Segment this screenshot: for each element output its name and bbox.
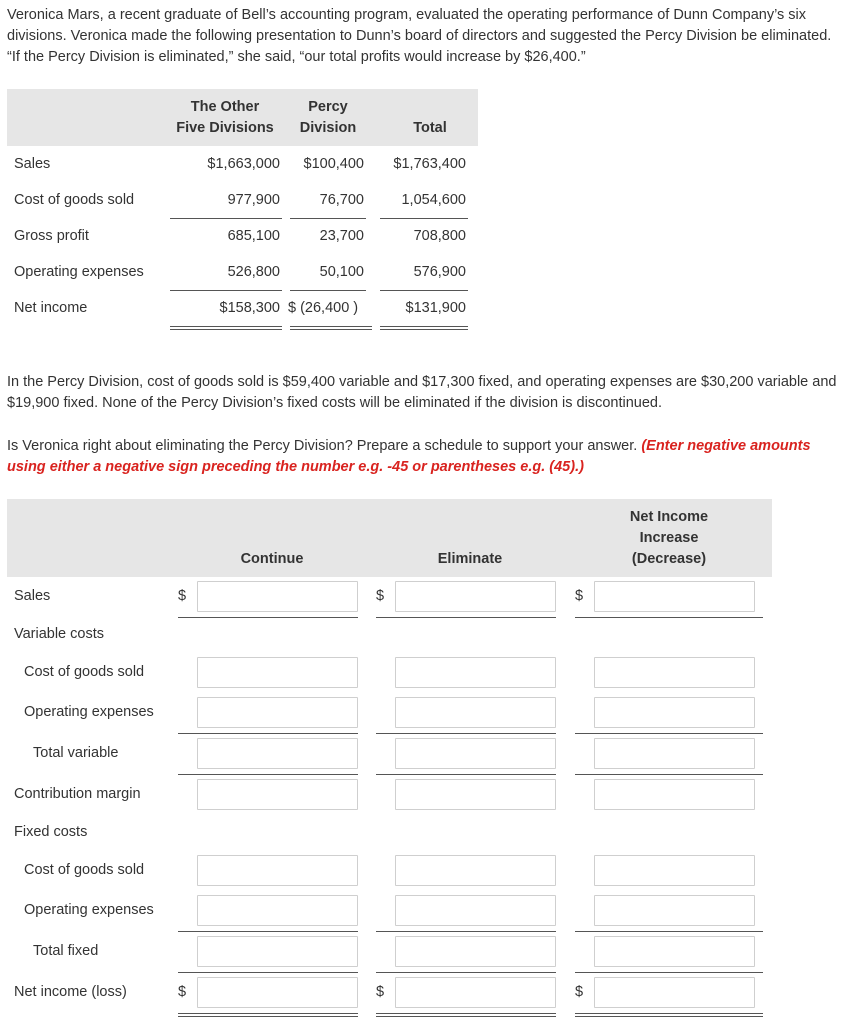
double-rule — [376, 1013, 556, 1017]
rule-divider — [376, 972, 556, 973]
eliminate-var-cogs-input[interactable] — [395, 657, 556, 688]
intro-paragraph: Veronica Mars, a recent graduate of Bell’s accounting program, evaluated the operating performance of Dunn Company’s six divisions. Veronica made the following presentation to Dunn’s board of directors and suggested the Percy Division be eliminated. “If the Percy Division is eliminated,” she said, “our total profits would increase by $26,400.” — [7, 7, 832, 65]
currency-symbol: $ — [575, 588, 584, 604]
rule-divider — [376, 774, 556, 775]
details-paragraph: In the Percy Division, cost of goods sold is $59,400 variable and $17,300 fixed, and operating expenses are $30,200 variable and $19,900 fixed. None of the Percy Division’s fixed costs will be eliminated if the division is discontinued. — [7, 374, 837, 411]
double-rule — [575, 1013, 763, 1017]
continue-sales-input[interactable] — [197, 581, 358, 612]
header-total: Total — [413, 120, 447, 136]
rule-divider — [376, 617, 556, 618]
change-net-income-input[interactable] — [594, 977, 755, 1008]
cell-percy-sales: $100,400 — [303, 156, 364, 172]
rule-divider — [170, 290, 282, 291]
row-label-cogs: Cost of goods sold — [14, 192, 135, 208]
continue-var-cogs-input[interactable] — [197, 657, 358, 688]
rule-divider — [380, 290, 468, 291]
cell-other-opex: 526,800 — [227, 264, 280, 280]
eliminate-net-income-input[interactable] — [395, 977, 556, 1008]
eliminate-sales-input[interactable] — [395, 581, 556, 612]
cell-total-opex: 576,900 — [413, 264, 466, 280]
header-net-income-change: Net Income Increase (Decrease) — [629, 509, 709, 567]
currency-symbol: $ — [178, 588, 187, 604]
cell-other-cogs: 977,900 — [227, 192, 280, 208]
rule-divider — [575, 733, 763, 734]
cell-other-sales: $1,663,000 — [207, 156, 280, 172]
row-label-sales: Sales — [14, 156, 51, 172]
header-percy-division: Percy Division — [299, 99, 357, 136]
cell-total-sales: $1,763,400 — [393, 156, 466, 172]
rule-divider — [178, 617, 358, 618]
rule-divider — [575, 972, 763, 973]
eliminate-var-opex-input[interactable] — [395, 697, 556, 728]
schedule-label-contribution-margin: Contribution margin — [14, 786, 141, 802]
continue-net-income-input[interactable] — [197, 977, 358, 1008]
schedule-label-fix-opex: Operating expenses — [24, 902, 154, 918]
schedule-label-fix-cogs: Cost of goods sold — [24, 862, 145, 878]
eliminate-total-variable-input[interactable] — [395, 738, 556, 769]
cell-percy-cogs: 76,700 — [319, 192, 364, 208]
double-rule — [380, 326, 468, 330]
continue-contribution-margin-input[interactable] — [197, 779, 358, 810]
change-fix-opex-input[interactable] — [594, 895, 755, 926]
eliminate-fix-opex-input[interactable] — [395, 895, 556, 926]
change-total-variable-input[interactable] — [594, 738, 755, 769]
currency-symbol: $ — [376, 984, 385, 1000]
rule-divider — [178, 733, 358, 734]
cell-percy-gross-profit: 23,700 — [319, 228, 364, 244]
rule-divider — [376, 733, 556, 734]
currency-symbol: $ — [376, 588, 385, 604]
row-label-operating-expenses: Operating expenses — [14, 264, 144, 280]
header-continue: Continue — [240, 551, 304, 567]
double-rule — [290, 326, 372, 330]
rule-divider — [178, 931, 358, 932]
currency-symbol: $ — [178, 984, 187, 1000]
instruction-text: (Enter negative amounts using either a negative sign preceding the number e.g. -45 or parentheses e.g. (45).) — [7, 438, 811, 475]
continue-var-opex-input[interactable] — [197, 697, 358, 728]
continue-fix-opex-input[interactable] — [197, 895, 358, 926]
double-rule — [170, 326, 282, 330]
question-text: Is Veronica right about eliminating the Percy Division? Prepare a schedule to support your answer. — [7, 438, 642, 454]
schedule-label-total-variable: Total variable — [33, 745, 119, 761]
schedule-label-var-cogs: Cost of goods sold — [24, 664, 145, 680]
continue-total-fixed-input[interactable] — [197, 936, 358, 967]
cell-other-gross-profit: 685,100 — [227, 228, 280, 244]
change-total-fixed-input[interactable] — [594, 936, 755, 967]
cell-total-net-income: $131,900 — [405, 300, 466, 316]
continue-total-variable-input[interactable] — [197, 738, 358, 769]
rule-divider — [178, 972, 358, 973]
schedule-label-net-income: Net income (loss) — [14, 984, 127, 1000]
eliminate-fix-cogs-input[interactable] — [395, 855, 556, 886]
cell-total-gross-profit: 708,800 — [413, 228, 466, 244]
schedule-label-variable-costs: Variable costs — [14, 626, 104, 642]
rule-divider — [380, 218, 468, 219]
change-contribution-margin-input[interactable] — [594, 779, 755, 810]
schedule-label-sales: Sales — [14, 588, 51, 604]
cell-total-cogs: 1,054,600 — [401, 192, 466, 208]
rule-divider — [575, 931, 763, 932]
change-sales-input[interactable] — [594, 581, 755, 612]
rule-divider — [290, 290, 366, 291]
header-eliminate: Eliminate — [437, 551, 503, 567]
rule-divider — [575, 774, 763, 775]
row-label-net-income: Net income — [14, 300, 88, 316]
rule-divider — [575, 617, 763, 618]
currency-symbol: $ — [575, 984, 584, 1000]
schedule-label-var-opex: Operating expenses — [24, 704, 154, 720]
change-fix-cogs-input[interactable] — [594, 855, 755, 886]
change-var-cogs-input[interactable] — [594, 657, 755, 688]
header-other-divisions: The Other Five Divisions — [176, 99, 274, 136]
row-label-gross-profit: Gross profit — [14, 228, 89, 244]
schedule-label-total-fixed: Total fixed — [33, 943, 99, 959]
eliminate-contribution-margin-input[interactable] — [395, 779, 556, 810]
continue-fix-cogs-input[interactable] — [197, 855, 358, 886]
rule-divider — [170, 218, 282, 219]
rule-divider — [376, 931, 556, 932]
schedule-label-fixed-costs: Fixed costs — [14, 824, 88, 840]
rule-divider — [290, 218, 366, 219]
cell-percy-net-income: $ (26,400 ) — [288, 300, 359, 316]
question-paragraph — [7, 436, 847, 478]
rule-divider — [178, 774, 358, 775]
cell-other-net-income: $158,300 — [219, 300, 280, 316]
eliminate-total-fixed-input[interactable] — [395, 936, 556, 967]
cell-percy-opex: 50,100 — [319, 264, 364, 280]
double-rule — [178, 1013, 358, 1017]
change-var-opex-input[interactable] — [594, 697, 755, 728]
